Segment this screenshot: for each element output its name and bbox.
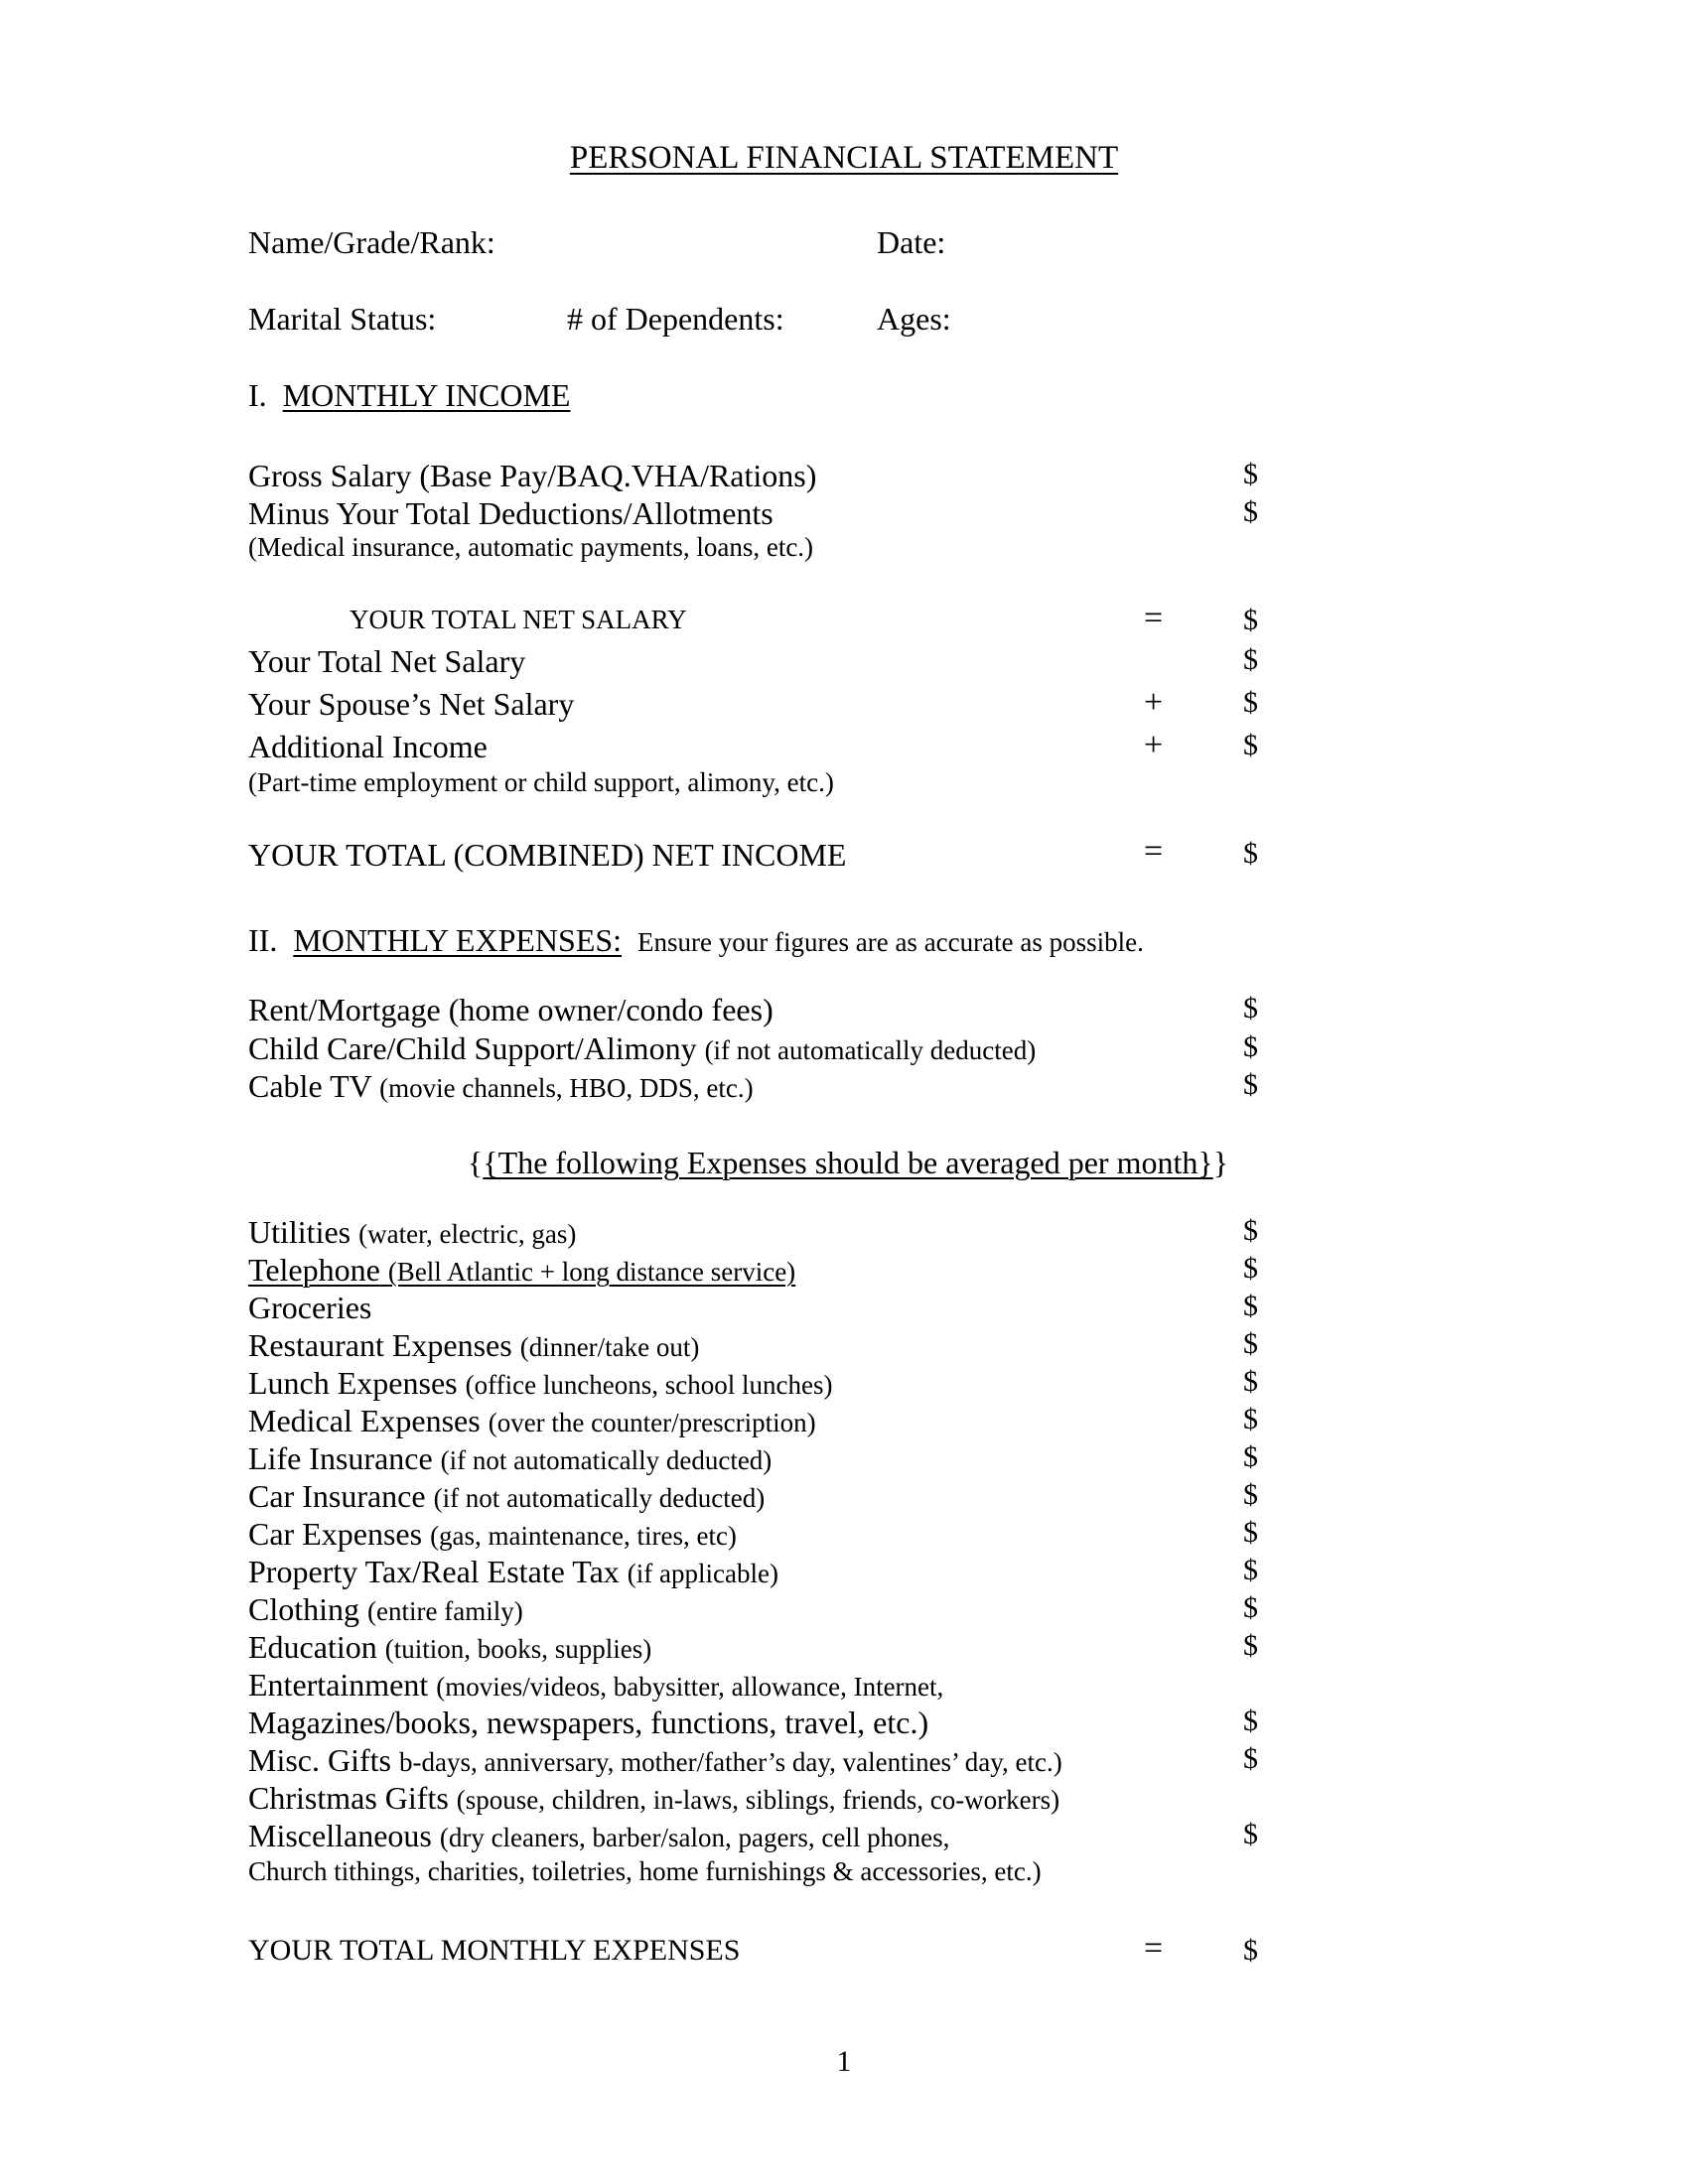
deductions-label: Minus Your Total Deductions/Allotments	[248, 495, 774, 531]
expense-row-education: Education (tuition, books, supplies)	[248, 1629, 652, 1665]
name-grade-rank-label: Name/Grade/Rank:	[248, 224, 495, 260]
expense-row-utilities: Utilities (water, electric, gas)	[248, 1214, 577, 1250]
expense-row-magazines: Magazines/books, newspapers, functions, travel, etc.)	[248, 1705, 929, 1740]
dependents-label: # of Dependents:	[567, 301, 784, 337]
deductions-dollar: $	[1243, 495, 1258, 528]
education-dollar: $	[1243, 1629, 1258, 1662]
section-1-title: MONTHLY INCOME	[282, 377, 571, 413]
section-1-heading	[248, 379, 570, 411]
deductions-note: (Medical insurance, automatic payments, loans, etc.)	[248, 532, 814, 562]
gross-salary-label: Gross Salary (Base Pay/BAQ.VHA/Rations)	[248, 458, 817, 493]
section-2-instruction: Ensure your figures are as accurate as possible.	[637, 927, 1144, 957]
clothing-dollar: $	[1243, 1591, 1258, 1624]
combined-net-income-label: YOUR TOTAL (COMBINED) NET INCOME	[248, 837, 847, 873]
combined-equals: =	[1144, 833, 1164, 870]
averaged-expenses-note: {{The following Expenses should be averaged per month}}	[467, 1145, 1229, 1180]
total-monthly-expenses-label: YOUR TOTAL MONTHLY EXPENSES	[248, 1934, 741, 1967]
date-label: Date:	[877, 224, 946, 260]
medical-dollar: $	[1243, 1403, 1258, 1435]
child-care-dollar: $	[1243, 1030, 1258, 1063]
telephone-dollar: $	[1243, 1252, 1258, 1285]
cable-dollar: $	[1243, 1068, 1258, 1101]
expense-row-property-tax: Property Tax/Real Estate Tax (if applicable)	[248, 1554, 778, 1589]
expense-row-miscellaneous: Miscellaneous (dry cleaners, barber/salon, pagers, cell phones,	[248, 1818, 950, 1853]
total-net-salary-dollar: $	[1243, 643, 1258, 676]
expense-row-entertainment: Entertainment (movies/videos, babysitter, allowance, Internet,	[248, 1667, 944, 1703]
section-2-title: MONTHLY EXPENSES:	[293, 922, 623, 958]
rent-dollar: $	[1243, 992, 1258, 1024]
utilities-dollar: $	[1243, 1214, 1258, 1247]
total-expenses-dollar: $	[1243, 1934, 1258, 1967]
additional-income-label: Additional Income	[248, 729, 488, 764]
section-2-heading	[248, 924, 1144, 956]
marital-status-label: Marital Status:	[248, 301, 437, 337]
expense-row-child-care: Child Care/Child Support/Alimony (if not automatically deducted)	[248, 1030, 1037, 1066]
additional-plus: +	[1144, 727, 1164, 763]
spouse-dollar: $	[1243, 686, 1258, 719]
expense-row-car-expenses: Car Expenses (gas, maintenance, tires, etc)	[248, 1516, 737, 1552]
spouse-net-salary-label: Your Spouse’s Net Salary	[248, 686, 575, 722]
averaged-expenses-note-text: {The following Expenses should be averaged per month}	[483, 1145, 1213, 1180]
restaurant-dollar: $	[1243, 1327, 1258, 1360]
expense-row-clothing: Clothing (entire family)	[248, 1591, 523, 1627]
ages-label: Ages:	[877, 301, 951, 337]
additional-income-note: (Part-time employment or child support, alimony, etc.)	[248, 767, 834, 797]
expense-row-groceries: Groceries	[248, 1290, 372, 1325]
expense-row-rent: Rent/Mortgage (home owner/condo fees)	[248, 992, 774, 1027]
car-expenses-dollar: $	[1243, 1516, 1258, 1549]
additional-dollar: $	[1243, 729, 1258, 761]
property-tax-dollar: $	[1243, 1554, 1258, 1586]
section-2-numeral: II.	[248, 922, 278, 958]
miscellaneous-dollar: $	[1243, 1818, 1258, 1850]
total-net-salary-label: Your Total Net Salary	[248, 643, 526, 679]
section-1-numeral: I.	[248, 377, 267, 413]
expense-row-medical: Medical Expenses (over the counter/prescription)	[248, 1403, 816, 1438]
expense-row-christmas-gifts: Christmas Gifts (spouse, children, in-laws, siblings, friends, co-workers)	[248, 1780, 1060, 1816]
expense-row-cable: Cable TV (movie channels, HBO, DDS, etc.)	[248, 1068, 754, 1104]
car-insurance-dollar: $	[1243, 1478, 1258, 1511]
entertainment-dollar: $	[1243, 1705, 1258, 1737]
expense-row-car-insurance: Car Insurance (if not automatically deducted)	[248, 1478, 766, 1514]
total-net-salary-equals: =	[1144, 600, 1164, 636]
expense-row-misc-gifts: Misc. Gifts b-days, anniversary, mother/father’s day, valentines’ day, etc.)	[248, 1742, 1062, 1778]
document-title: PERSONAL FINANCIAL STATEMENT	[569, 140, 1119, 176]
combined-dollar: $	[1243, 837, 1258, 870]
misc-gifts-dollar: $	[1243, 1742, 1258, 1775]
life-insurance-dollar: $	[1243, 1440, 1258, 1473]
expense-row-life-insurance: Life Insurance (if not automatically deducted)	[248, 1440, 773, 1476]
gross-salary-dollar: $	[1243, 458, 1258, 490]
expense-row-telephone: Telephone (Bell Atlantic + long distance service)	[248, 1252, 796, 1288]
total-net-salary-caps-dollar: $	[1243, 604, 1258, 636]
total-net-salary-caps: YOUR TOTAL NET SALARY	[350, 605, 687, 634]
page-number: 1	[836, 2045, 852, 2078]
groceries-dollar: $	[1243, 1290, 1258, 1322]
miscellaneous-note-line-2: Church tithings, charities, toiletries, home furnishings & accessories, etc.)	[248, 1856, 1042, 1886]
expense-row-lunch: Lunch Expenses (office luncheons, school lunches)	[248, 1365, 833, 1401]
total-expenses-equals: =	[1144, 1930, 1164, 1967]
expense-row-restaurant: Restaurant Expenses (dinner/take out)	[248, 1327, 700, 1363]
lunch-dollar: $	[1243, 1365, 1258, 1398]
spouse-plus: +	[1144, 684, 1164, 721]
